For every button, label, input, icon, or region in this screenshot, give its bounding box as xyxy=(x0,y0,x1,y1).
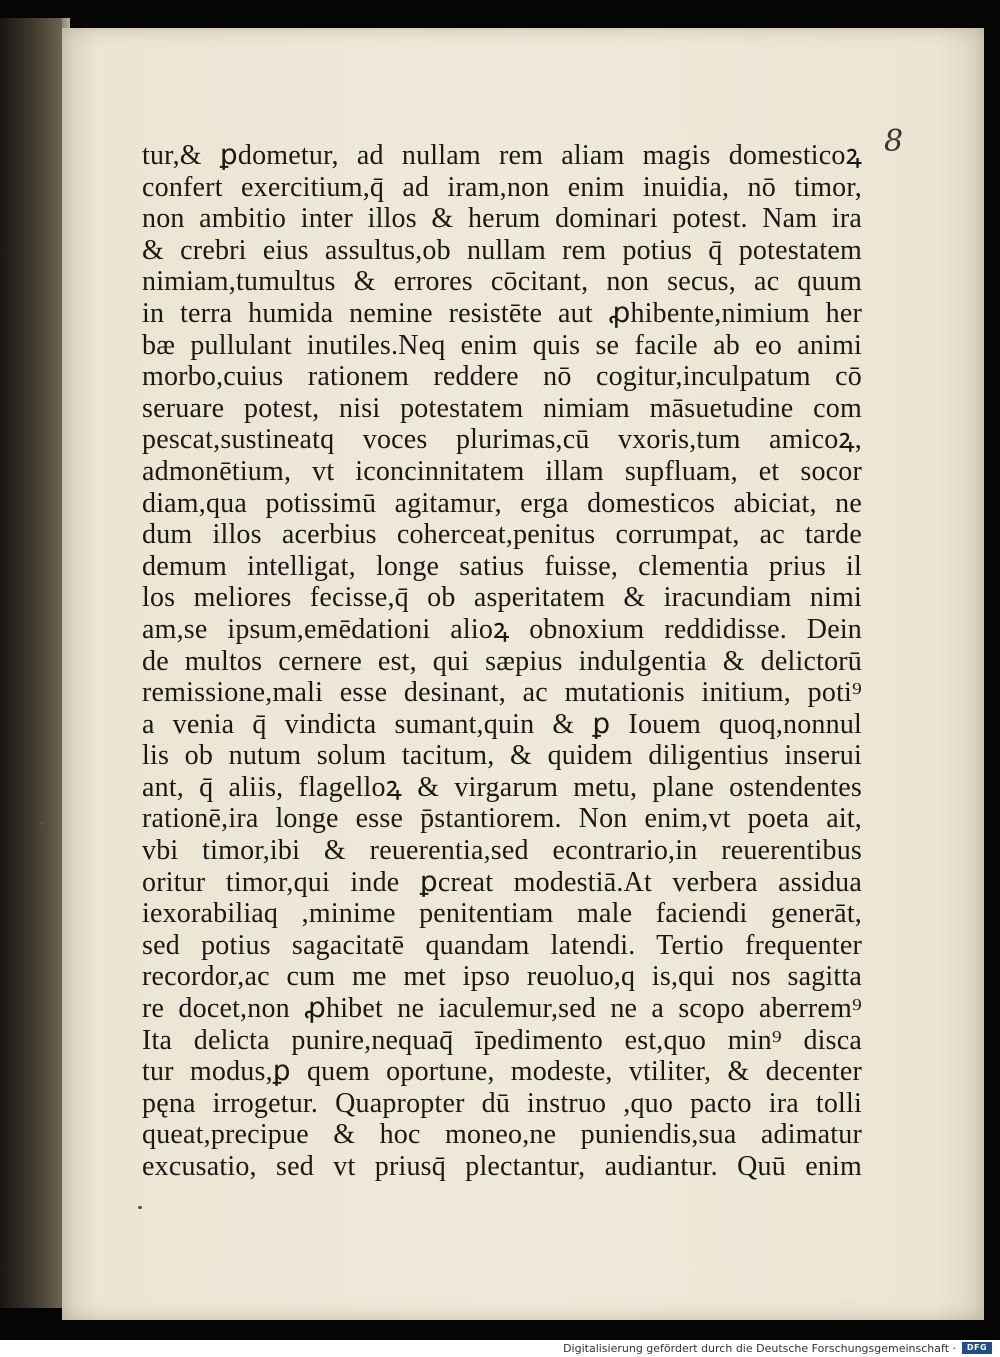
text-line: pęna irrogetur. Quapropter dū instruo ,quo pacto ira tolli xyxy=(142,1087,862,1119)
printed-text-block xyxy=(142,140,862,1183)
text-line: tur modus,ꝑ quem oportune, modeste, vtiliter, & decenter xyxy=(142,1056,862,1088)
text-line: & crebri eius assultus,ob nullam rem potius q̄ potestatem xyxy=(142,234,862,266)
text-line: am,se ipsum,emēdationi alioꝝ obnoxium reddidisse. Dein xyxy=(142,613,862,645)
text-line: ant, q̄ aliis, flagelloꝝ & virgarum metu, plane ostendentes xyxy=(142,771,862,803)
funding-credit: Digitalisierung gefördert durch die Deutsche Forschungsgemeinschaft · xyxy=(563,1342,956,1355)
text-line: Ita delicta punire,nequaq̄ īpedimento est,quo min⁹ disca xyxy=(142,1024,862,1056)
text-line: pescat,sustineatq voces plurimas,cū vxoris,tum amicoꝝ, xyxy=(142,424,862,456)
text-line: re docet,non ꝓhibet ne iaculemur,sed ne a scopo aberrem⁹ xyxy=(142,993,862,1025)
folio-number: 8 xyxy=(884,124,904,159)
text-line: non ambitio inter illos & herum dominari potest. Nam ira xyxy=(142,203,862,235)
text-line: morbo,cuius rationem reddere nō cogitur,inculpatum cō xyxy=(142,361,862,393)
text-line: oritur timor,qui inde ꝑcreat modestiā.At verbera assidua xyxy=(142,866,862,898)
dfg-logo-icon: DFG xyxy=(962,1342,992,1354)
footer-bar xyxy=(0,1340,1000,1357)
text-line: confert exercitium,q̄ ad iram,non enim inuidia, nō timor, xyxy=(142,171,862,203)
text-line: demum intelligat, longe satius fuisse, clementia prius il xyxy=(142,550,862,582)
text-line: admonētium, vt iconcinnitatem illam supfluam, et socor xyxy=(142,455,862,487)
text-line: lis ob nutum solum tacitum, & quidem diligentius inserui xyxy=(142,740,862,772)
text-line: seruare potest, nisi potestatem nimiam māsuetudine com xyxy=(142,392,862,424)
text-line: dum illos acerbius coherceat,penitus corrumpat, ac tarde xyxy=(142,519,862,551)
text-line: diam,qua potissimū agitamur, erga domesticos abiciat, ne xyxy=(142,487,862,519)
text-line: bæ pullulant inutiles.Neq enim quis se facile ab eo animi xyxy=(142,329,862,361)
text-line: tur,& ꝑdometur, ad nullam rem aliam magis domesticoꝝ xyxy=(142,140,862,171)
ink-speck xyxy=(138,1206,142,1209)
book-page xyxy=(62,28,984,1320)
text-line: a venia q̄ vindicta sumant,quin & ꝑ Iouem quoq,nonnul xyxy=(142,708,862,740)
ink-speck xyxy=(40,822,44,825)
text-line: rationē,ira longe esse p̄stantiorem. Non enim,vt poeta ait, xyxy=(142,803,862,835)
text-line: los meliores fecisse,q̄ ob asperitatem & iracundiam nimi xyxy=(142,582,862,614)
text-line: remissione,mali esse desinant, ac mutationis initium, poti⁹ xyxy=(142,677,862,709)
text-line: in terra humida nemine resistēte aut ꝓhibente,nimium her xyxy=(142,297,862,329)
book-edge xyxy=(0,18,70,1308)
text-line: iexorabiliaq ,minime penitentiam male faciendi generāt, xyxy=(142,898,862,930)
text-line: recordor,ac cum me met ipso reuoluo,q is,qui nos sagitta xyxy=(142,961,862,993)
text-line: sed potius sagacitatē quandam latendi. Tertio frequenter xyxy=(142,929,862,961)
text-line: de multos cernere est, qui sæpius indulgentia & delictorū xyxy=(142,645,862,677)
text-line: queat,precipue & hoc moneo,ne puniendis,sua adimatur xyxy=(142,1119,862,1151)
text-line: excusatio, sed vt priusq̄ plectantur, audiantur. Quū enim xyxy=(142,1151,862,1182)
text-line: vbi timor,ibi & reuerentia,sed econtrario,in reuerentibus xyxy=(142,835,862,867)
text-line: nimiam,tumultus & errores cōcitant, non secus, ac quum xyxy=(142,266,862,298)
